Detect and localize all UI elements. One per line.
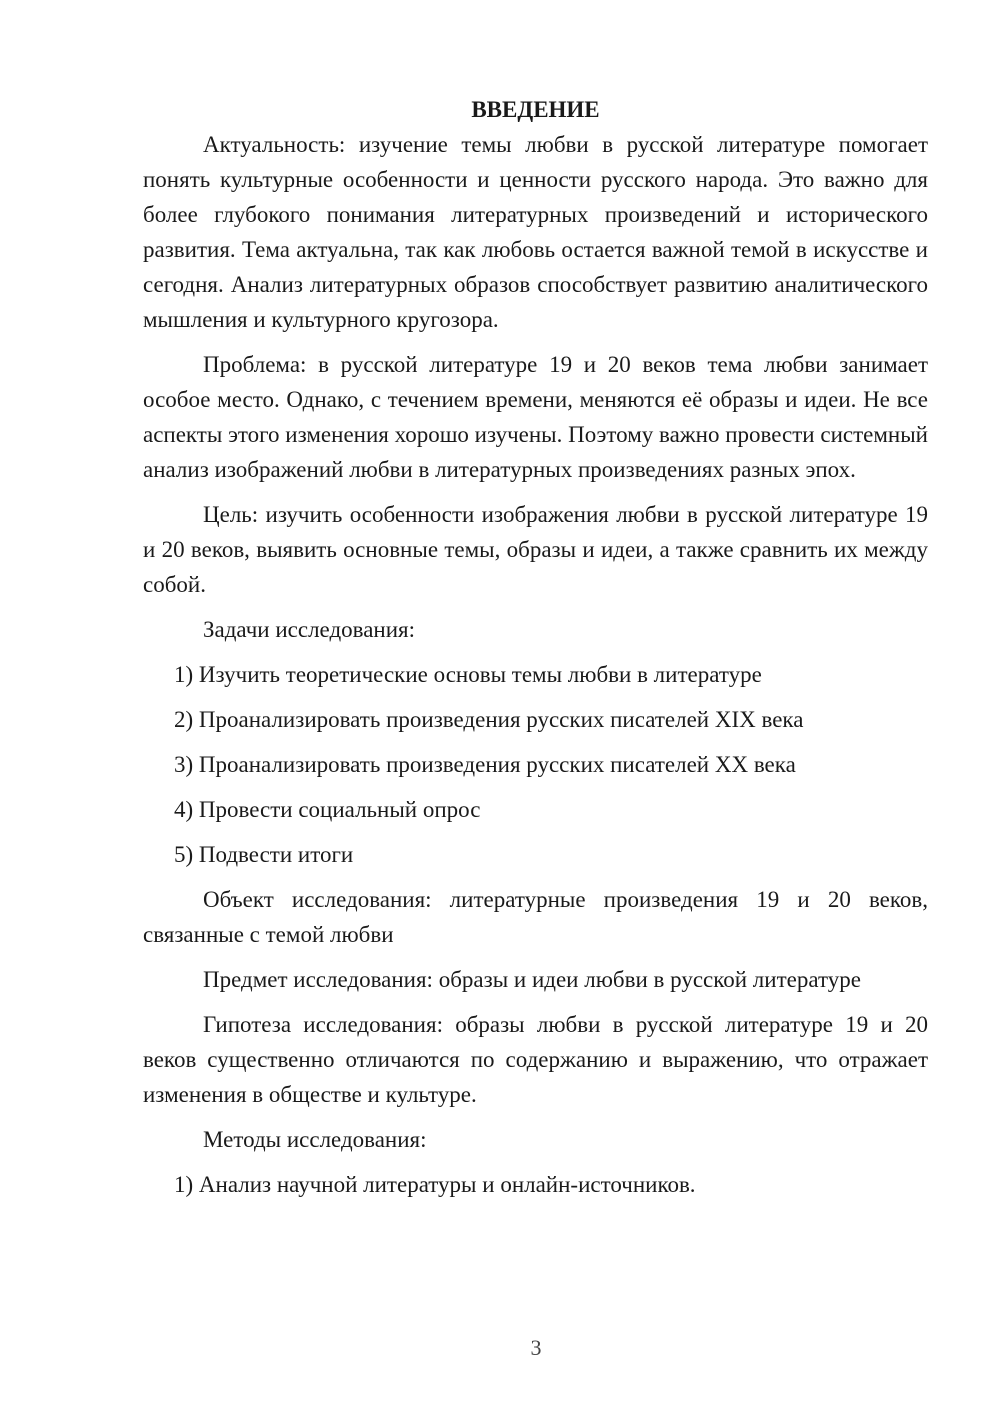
list-item: 1) Изучить теоретические основы темы любви в литературе xyxy=(174,662,762,687)
paragraph-hypothesis: Гипотеза исследования: образы любви в русской литературе 19 и 20 веков существенно отличаются по содержанию и выражению, что отражает изменения в обществе и культуре. xyxy=(143,1012,928,1107)
section-title: ВВЕДЕНИЕ xyxy=(471,97,600,122)
list-item: 1) Анализ научной литературы и онлайн-источников. xyxy=(174,1172,696,1197)
methods-heading: Методы исследования: xyxy=(203,1127,427,1152)
paragraph-subject: Предмет исследования: образы и идеи любви в русской литературе xyxy=(203,967,861,992)
methods-list xyxy=(143,1167,928,1202)
page-number: 3 xyxy=(530,1335,542,1360)
list-item: 4) Провести социальный опрос xyxy=(174,797,481,822)
tasks-heading: Задачи исследования: xyxy=(203,617,416,642)
paragraph-relevance: Актуальность: изучение темы любви в русской литературе помогает понять культурные особенности и ценности русского народа. Это важно для более глубокого понимания литературных произведений и исторического развития. Тема актуальна, так как любовь остается важной темой в искусстве и сегодня. Анализ литературных образов способствует развитию аналитического мышления и культурного кругозора. xyxy=(143,132,928,332)
paragraph-object: Объект исследования: литературные произведения 19 и 20 веков, связанные с темой любви xyxy=(143,887,928,947)
list-item: 2) Проанализировать произведения русских писателей XIX века xyxy=(174,707,804,732)
paragraph-problem: Проблема: в русской литературе 19 и 20 веков тема любви занимает особое место. Однако, с течением времени, меняются её образы и идеи. Не все аспекты этого изменения хорошо изучены. Поэтому важно провести системный анализ изображений любви в литературных произведениях разных эпох. xyxy=(143,352,928,482)
tasks-list xyxy=(143,657,928,872)
list-item: 5) Подвести итоги xyxy=(174,842,354,867)
page-content xyxy=(143,92,928,1202)
paragraph-goal: Цель: изучить особенности изображения любви в русской литературе 19 и 20 веков, выявить основные темы, образы и идеи, а также сравнить их между собой. xyxy=(143,502,928,597)
list-item: 3) Проанализировать произведения русских писателей XX века xyxy=(174,752,796,777)
